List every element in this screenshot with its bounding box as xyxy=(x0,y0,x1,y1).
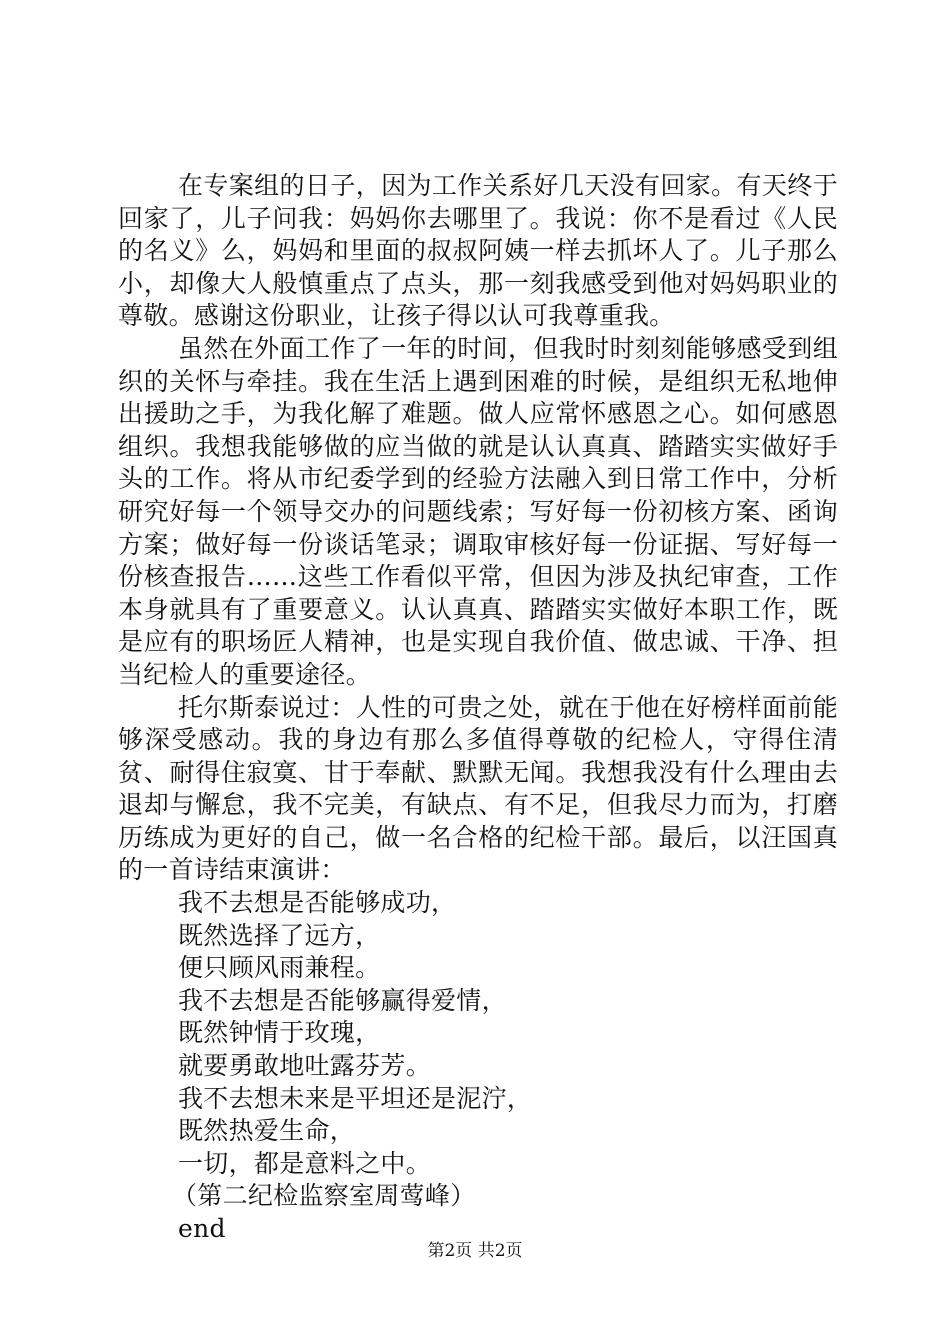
paragraph-2: 虽然在外面工作了一年的时间，但我时时刻刻能够感受到组织的关怀与牵挂。我在生活上遇到困难的时候，是组织无私地伸出援助之手，为我化解了难题。做人应常怀感恩之心。如何感恩组织。我想我能够做的应当做的就是认认真真、踏踏实实做好手头的工作。将从市纪委学到的经验方法融入到日常工作中，分析研究好每一个领导交办的问题线索；写好每一份初核方案、函询方案；做好每一份谈话笔录；调取审核好每一份证据、写好每一份核查报告……这些工作看似平常，但因为涉及执纪审查，工作本身就具有了重要意义。认认真真、踏踏实实做好本职工作，既是应有的职场匠人精神，也是实现自我价值、做忠诚、干净、担当纪检人的重要途径。 xyxy=(118,333,838,689)
body-text xyxy=(118,170,838,1246)
end-mark: end xyxy=(178,1214,226,1243)
poem-line: 便只顾风雨兼程。 xyxy=(178,953,381,983)
page-footer: 第2页 共2页 xyxy=(427,1241,523,1261)
poem-line: 既然热爱生命， xyxy=(178,1116,356,1146)
paragraph-3: 托尔斯泰说过：人性的可贵之处，就在于他在好榜样面前能够深受感动。我的身边有那么多值得尊敬的纪检人，守得住清贫、耐得住寂寞、甘于奉献、默默无闻。我想我没有什么理由去退却与懈怠，我不完美，有缺点、有不足，但我尽力而为，打磨历练成为更好的自己，做一名合格的纪检干部。最后，以汪国真的一首诗结束演讲： xyxy=(118,692,838,885)
poem-line: 一切，都是意料之中。 xyxy=(178,1148,432,1178)
poem-line: 我不去想是否能够成功， xyxy=(178,888,457,918)
poem-line: 既然选择了远方， xyxy=(178,920,381,950)
poem xyxy=(118,887,838,1180)
poem-line: 我不去想未来是平坦还是泥泞， xyxy=(178,1083,533,1113)
poem-line: 既然钟情于玫瑰， xyxy=(178,1018,381,1048)
paragraph-1: 在专案组的日子，因为工作关系好几天没有回家。有天终于回家了，儿子问我：妈妈你去哪里了。我说：你不是看过《人民的名义》么，妈妈和里面的叔叔阿姨一样去抓坏人了。儿子那么小，却像大人般慎重点了点头，那一刻我感受到他对妈妈职业的尊敬。感谢这份职业，让孩子得以认可我尊重我。 xyxy=(118,171,838,331)
poem-line: 我不去想是否能够赢得爱情， xyxy=(178,985,507,1015)
author-signature: （第二纪检监察室周莺峰） xyxy=(172,1181,476,1211)
poem-line: 就要勇敢地吐露芬芳。 xyxy=(178,1051,432,1081)
